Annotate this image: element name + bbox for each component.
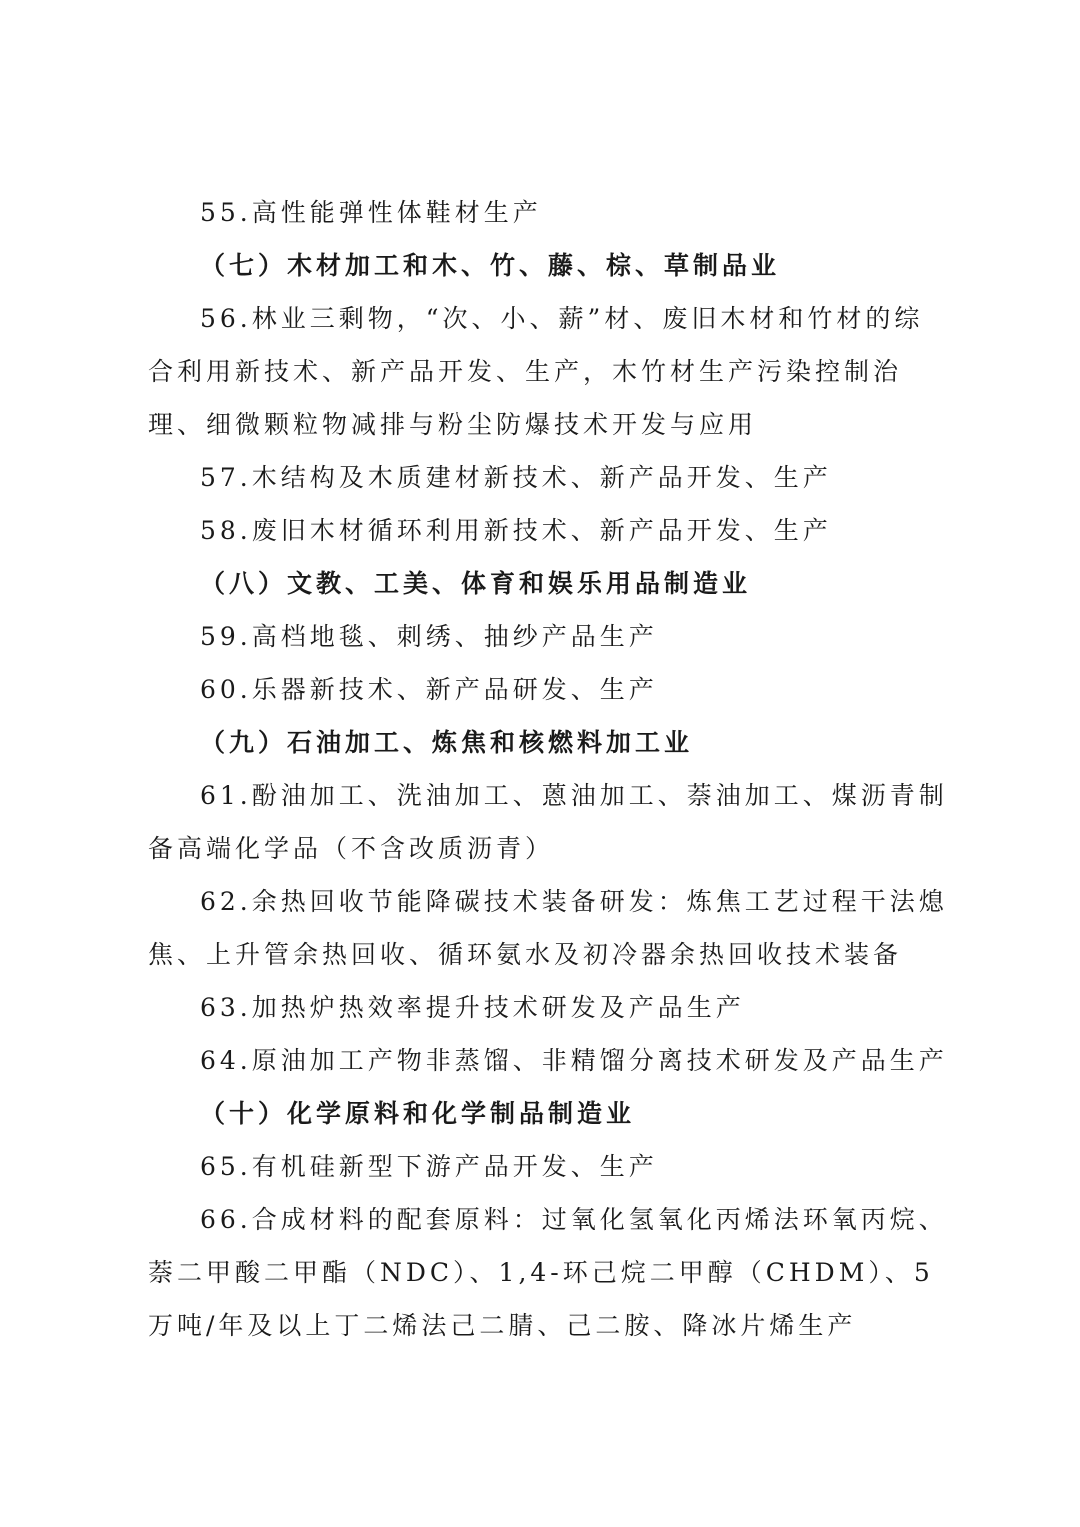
section-heading-7: （七）木材加工和木、竹、藤、棕、草制品业: [200, 251, 781, 280]
paragraph-item-63: 63.加热炉热效率提升技术研发及产品生产: [200, 993, 745, 1022]
paragraph-item-65: 65.有机硅新型下游产品开发、生产: [200, 1152, 658, 1181]
paragraph-item-66: 66.合成材料的配套原料：过氧化氢氧化丙烯法环氧丙烷、萘二甲酸二甲酯（NDC）、1,4-环己烷二甲醇（CHDM）、5万吨/年及以上丁二烯法己二腈、己二胺、降冰片烯生产: [148, 1205, 948, 1340]
section-heading-8: （八）文教、工美、体育和娱乐用品制造业: [200, 569, 752, 598]
paragraph-item-60: 60.乐器新技术、新产品研发、生产: [200, 675, 658, 704]
document-body: [148, 186, 948, 1352]
section-heading-9: （九）石油加工、炼焦和核燃料加工业: [200, 728, 694, 757]
section-heading-10: （十）化学原料和化学制品制造业: [200, 1099, 636, 1128]
paragraph-item-58: 58.废旧木材循环利用新技术、新产品开发、生产: [200, 516, 832, 545]
paragraph-item-59: 59.高档地毯、刺绣、抽纱产品生产: [200, 622, 658, 651]
paragraph-item-61: 61.酚油加工、洗油加工、蒽油加工、萘油加工、煤沥青制备高端化学品（不含改质沥青）: [148, 781, 948, 863]
paragraph-item-55: 55.高性能弹性体鞋材生产: [200, 198, 542, 227]
paragraph-item-57: 57.木结构及木质建材新技术、新产品开发、生产: [200, 463, 832, 492]
paragraph-item-64: 64.原油加工产物非蒸馏、非精馏分离技术研发及产品生产: [200, 1046, 948, 1075]
paragraph-item-56: 56.林业三剩物，“次、小、薪”材、废旧木材和竹材的综合利用新技术、新产品开发、生产，木竹材生产污染控制治理、细微颗粒物减排与粉尘防爆技术开发与应用: [148, 304, 924, 439]
paragraph-item-62: 62.余热回收节能降碳技术装备研发：炼焦工艺过程干法熄焦、上升管余热回收、循环氨水及初冷器余热回收技术装备: [148, 887, 948, 969]
